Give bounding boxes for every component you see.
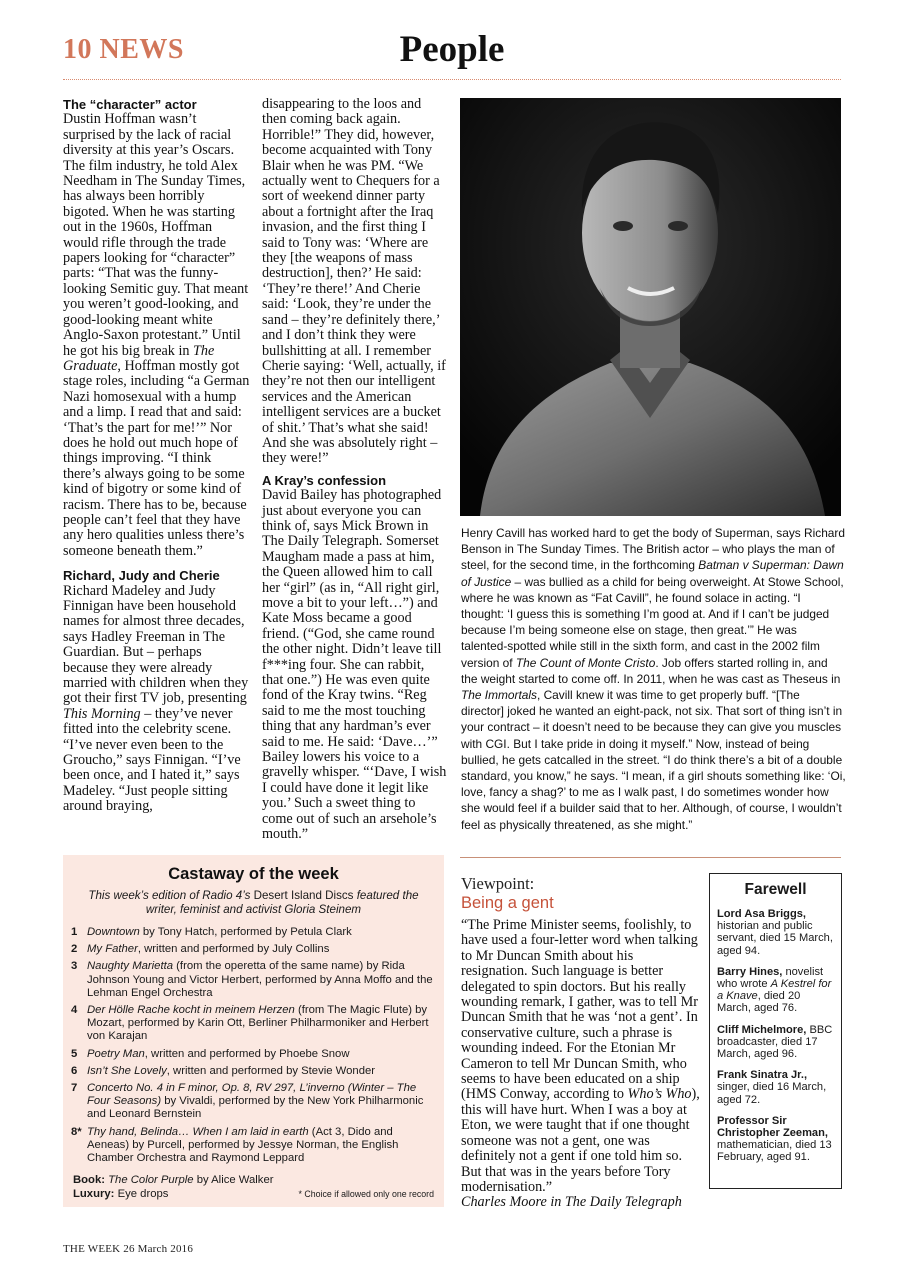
article-body-character-actor: Dustin Hoffman wasn’t surprised by the lack of racial diversity at this year’s Oscars. The film industry, he told Alex Needham in The Sunday Times, has always been horribly bigoted. When he was starting out in the 1960s, Hoffman would rifle through the trade papers looking for “character” parts: “That was the funny-looking Semitic guy. That meant you weren’t good-looking, and good-looking meant white Anglo-Saxon protestant.” Until he got his big break in The Graduate, Hoffman mostly got stage roles, including “a German Nazi homosexual with a hump and a limp. I read that and said: ‘That’s the part for me!’” Nor does he hold out much hope of things improving. “I think there’s always going to be some kind of bigotry or some kind of racism. There has to be, because people can’t feel that they have any hero qualities unless there’s someone beneath them.” <box>63 111 250 559</box>
farewell-item: Frank Sinatra Jr., singer, died 16 March, aged 72. <box>717 1069 827 1106</box>
viewpoint-label: Viewpoint: <box>461 874 535 893</box>
castaway-luxury: Luxury: Eye drops * Choice if allowed only one record <box>73 1188 434 1201</box>
article-heading-richard-judy: Richard, Judy and Cherie <box>63 568 220 584</box>
farewell-item: Barry Hines, novelist who wrote A Kestrel for a Knave, died 20 March, aged 76. <box>717 965 832 1015</box>
section-number: 10 <box>63 34 92 65</box>
farewell-item: Lord Asa Briggs, historian and public servant, died 15 March, aged 94. <box>717 908 833 957</box>
article-column-2 <box>262 97 448 843</box>
article-heading-kray: A Kray’s confession <box>262 472 387 488</box>
castaway-item: 3 Naughty Marietta (from the operetta of the same name) by Rida Johnson Young and Victor Herbert, performed by Anna Moffo and the Lehman Engel Orchestra <box>71 960 433 999</box>
castaway-item: 6 Isn’t She Lovely, written and performed by Stevie Wonder <box>71 1064 376 1077</box>
castaway-item: 1 Downtown by Tony Hatch, performed by Petula Clark <box>71 926 352 938</box>
farewell-box <box>709 873 842 1189</box>
article-column-1 <box>63 97 250 815</box>
section-name: NEWS <box>99 34 184 65</box>
castaway-item: 8* Thy hand, Belinda… When I am laid in earth (Act 3, Dido and Aeneas) by Purcell, performed by Jessye Norman, the English Chamber Orchestra and Raymond Leppard <box>71 1125 399 1165</box>
viewpoint-title: Being a gent <box>461 894 554 912</box>
castaway-item: 5 Poetry Man, written and performed by Phoebe Snow <box>71 1047 350 1060</box>
portrait-photo <box>460 98 841 516</box>
castaway-item: 7 Concerto No. 4 in F minor, Op. 8, RV 297, L’inverno (Winter – The Four Seasons) by Vivaldi, performed by the New York Philharmonic and Leonard Bernstein <box>71 1082 424 1121</box>
photo-caption: Henry Cavill has worked hard to get the body of Superman, says Richard Benson in The Sunday Times. The British actor – who plays the man of steel, for the second time, in the forthcoming Batman v Superman: Dawn of Justice – was bullied as a child for being overweight. At Stowe School, where he was known as “Fat Cavill”, he found solace in acting. “I thought: ‘I guess this is something I’m good at. And if I can’t be judged because I’m being someone else on stage, then great.’” He was talented-spotted while still in the sixth form, and cast in the 2002 film version of The Count of Monte Cristo. Job offers started rolling in, and the weight started to come off. In 2011, when he was cast as Theseus in The Immortals, Cavill knew it was time to get properly buff. “[The director] joked he wanted an eight-pack, not six. That sort of thing isn’t in your contract – it doesn’t need to be because they can give you muscles with CGI. But I take pride in doing it myself.” Now, instead of being bullied, he gets catcalled in the street. “I do think there’s a bit of a double standard, you know,” he says. “I mean, if a girl shouts something like: ‘Oi, love, fancy a shag?’ to me as I walk past, I do sometimes wonder how she would feel if a builder said that to her. Although, of course, I wouldn’t feel as physically threatened, as she might.” <box>461 526 846 832</box>
castaway-intro: This week’s edition of Radio 4’s Desert Island Discs featured the writer, feminist and activist Gloria Steinem <box>88 889 419 916</box>
farewell-item: Professor Sir Christopher Zeeman, mathematician, died 13 February, aged 91. <box>717 1114 832 1164</box>
article-heading-character-actor: The “character” actor <box>63 97 197 112</box>
castaway-item: 4 Der Hölle Rache kocht in meinem Herzen (from The Magic Flute) by Mozart, performed by Karin Ott, Berliner Philharmoniker and Herbert von Karajan <box>71 1004 429 1043</box>
farewell-item: Cliff Michelmore, BBC broadcaster, died 17 March, aged 96. <box>717 1023 833 1061</box>
farewell-title: Farewell <box>744 881 807 898</box>
article-body-continued: disappearing to the loos and then coming back again. Horrible!” They did, however, become acquainted with Tony Blair when he was PM. “We actually went to Chequers for a sort of weekend dinner party about a fortnight after the Iraq invasion, and the first thing I said to Tony was: ‘Where are they [the weapons of mass destruction], then?’ He said: ‘They’re there!’ And Cherie said: ‘Look, they’re under the sand – they’re definitely there,’ and I don’t think they were bullshitting at all. I remember Cherie saying: ‘Well, actually, if they’re not then our intelligent services and the American intelligent services are a bucket of shit.’ That’s what she said! And she was absolutely right – they were!” <box>262 96 446 467</box>
portrait-illustration <box>460 98 841 516</box>
header-divider <box>63 79 841 80</box>
article-body-kray: David Bailey has photographed just about everyone you can think of, says Mick Brown in The Daily Telegraph. Somerset Maugham made a pass at him, the Queen allowed him to call her “girl” (as in, “All right girl, move a bit to your left…”) and Kate Moss became a good friend. (“God, she came round the other night. Didn’t leave till f***ing four. She can rabbit, that one.”) He was even quite fond of the Kray twins. “Reg said to me the most touching thing that any hardman’s ever said to me. He said: ‘Dave…’” Bailey lowers his voice to a gravelly whisper. “‘Dave, I wish I could have done it legit like you.’ Such a sweet thing to come out of such an arsehole’s mouth.” <box>262 487 447 843</box>
caption-divider <box>460 857 841 858</box>
castaway-item: 2 My Father, written and performed by July Collins <box>71 943 330 956</box>
viewpoint-source: Charles Moore in The Daily Telegraph <box>461 1194 682 1211</box>
article-body-richard-judy: Richard Madeley and Judy Finnigan have been household names for almost three decades, says Hadley Freeman in The Guardian. But – perhaps because they were already married with children when they got their first TV job, presenting This Morning – they’ve never fitted into the celebrity scene. “I’ve never even been to the Groucho,” says Finnigan. “I’ve been once, and I hated it,” says Madeley. “Just people sitting around braying, <box>63 582 249 815</box>
castaway-box <box>63 855 444 1207</box>
castaway-title: Castaway of the week <box>168 865 339 883</box>
page-footer: THE WEEK 26 March 2016 <box>63 1243 194 1255</box>
castaway-book: Book: The Color Purple by Alice Walker <box>73 1174 274 1187</box>
viewpoint-body: “The Prime Minister seems, foolishly, to have used a four-letter word when talking to Mr Duncan Smith about his resignation. Such language is better delegated to spin doctors. But his really wounding remark, I gather, was to tell Mr Duncan Smith that he was ‘not a gent’. In conservative culture, such a phrase is wounding indeed. For the Etonian Mr Cameron to tell Mr Duncan Smith, who seems to have been educated on a ship (HMS Conway, according to Who’s Who), this will have hurt. When I was a boy at Eton, we were taught that if one thought someone was not a gent, one was definitely not a gent if one told him so. But that was in the years before Tory modernisation.” Charles Moore in The Daily Telegraph <box>461 917 700 1211</box>
page-title: People <box>399 29 505 70</box>
castaway-footnote: * Choice if allowed only one record <box>298 1189 434 1200</box>
